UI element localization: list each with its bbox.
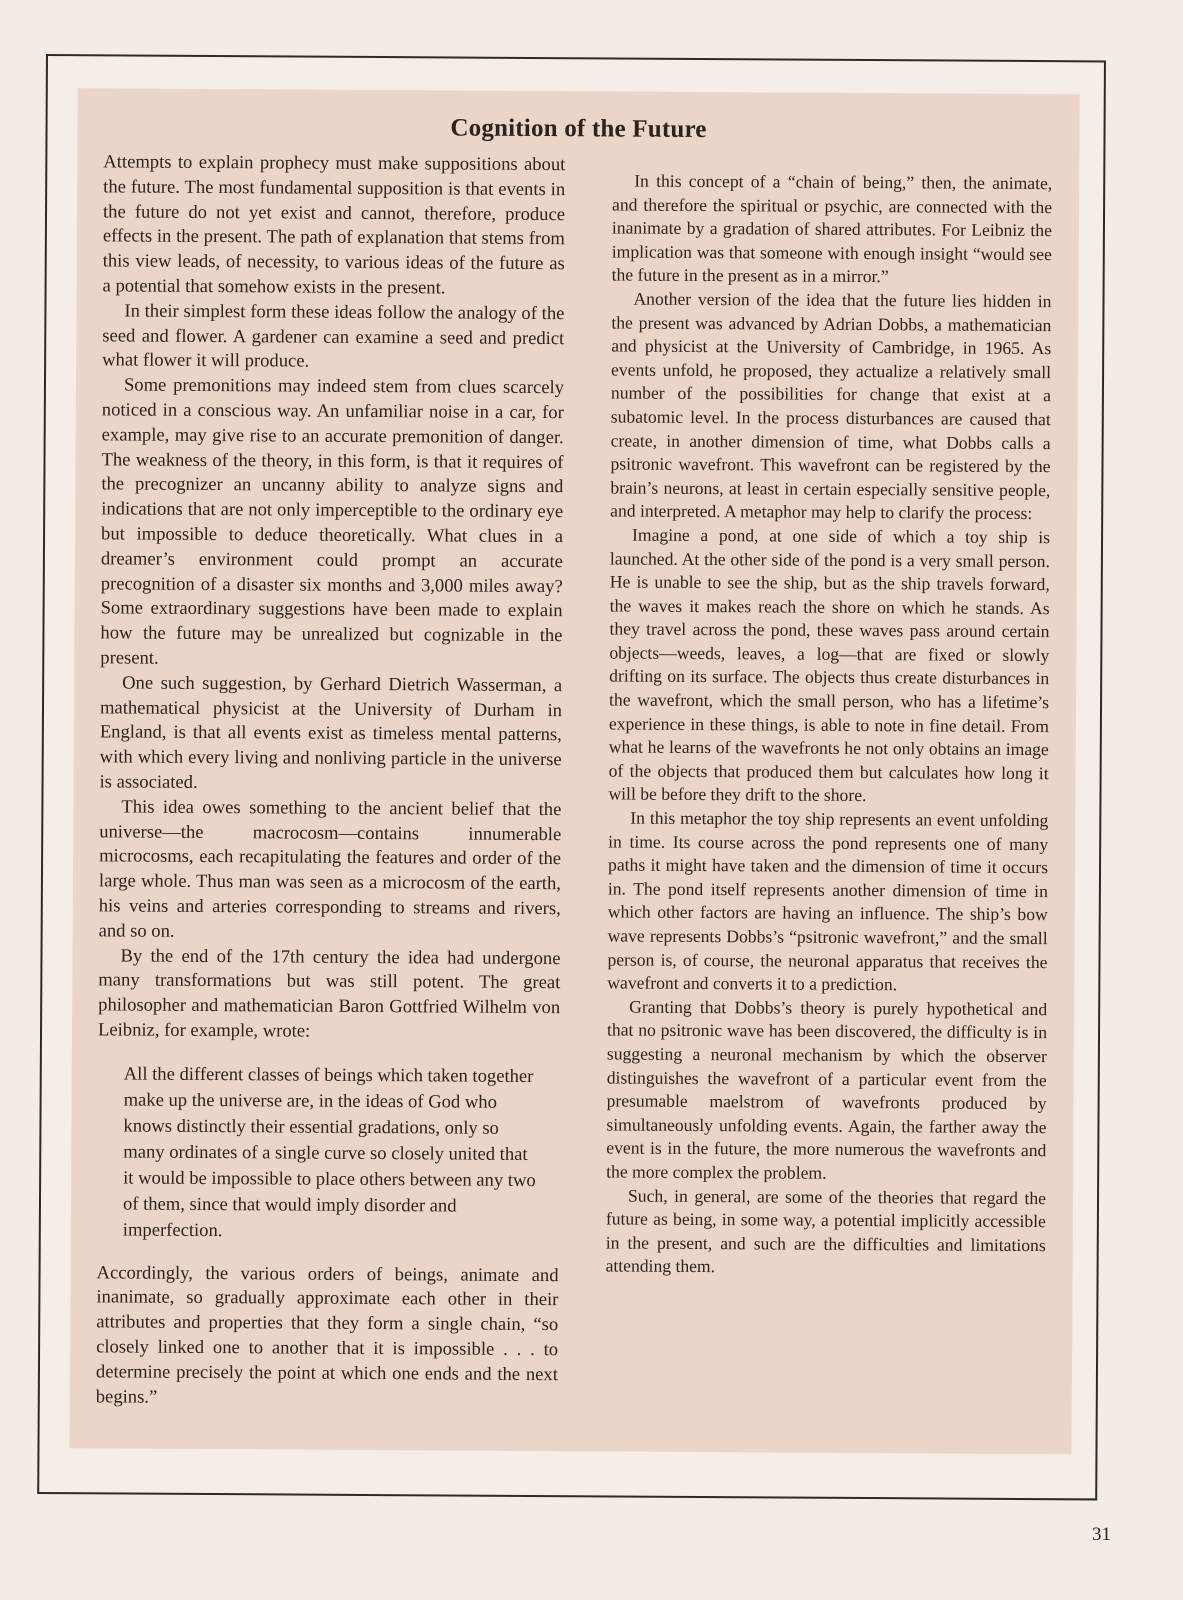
paragraph: Some premonitions may indeed stem from clues scarcely noticed in a conscious way. An unfamiliar noise in a car, for example, may give rise to an accurate premonition of danger. The weakness of the theory, in this form, is that it requires of the precognizer an uncanny ability to analyze signs and indications that are not only imperceptible to the ordinary eye but impossible to deduce theoretically. What clues in a dreamer’s environment could prompt an accurate precognition of a disaster six months and 3,000 miles away? Some extraordinary suggestions have been made to explain how the future may be unrealized but cognizable in the present. — [100, 374, 565, 669]
left-column — [96, 150, 566, 1412]
paragraph: In this metaphor the toy ship represents an event unfolding in time. Its course across the pond represents one of many paths it might have taken and the dimension of time it occurs in. The pond itself represents another dimension of time in which other factors are having an influence. The ship’s bow wave represents Dobbs’s “psitronic wavefront,” and the small person is, of course, the neuronal apparatus that receives the wavefront and converts it to a prediction. — [607, 807, 1049, 995]
page-frame — [37, 54, 1106, 1500]
paragraph: Granting that Dobbs’s theory is purely hypothetical and that no psitronic wave has been discovered, the difficulty is in suggesting a neuronal mechanism by which the observer distinguishes the wavefront of a particular event from the presumable maelstrom of wavefronts produced by simultaneously unfolding events. Again, the farther away the event is in the future, the more numerous the wavefronts and the more complex the problem. — [606, 996, 1048, 1183]
paragraph: One such suggestion, by Gerhard Dietrich Wasserman, a mathematical physicist at the University of Durham in England, is that all events exist as timeless mental patterns, with which every living and nonliving particle in the universe is associated. — [99, 672, 563, 793]
paragraph: Such, in general, are some of the theories that regard the future as being, in some way, a potential implicitly accessible in the present, and such are the difficulties and limitations attending them. — [605, 1185, 1047, 1277]
paragraph: In this concept of a “chain of being,” then, the animate, and therefore the spiritual or psychic, are connected with the inanimate by a gradation of shared attributes. For Leibniz the implication was that someone with enough insight “would see the future in the present as in a mirror.” — [611, 170, 1053, 287]
paragraph: Accordingly, the various orders of beings, animate and inanimate, so gradually approximate each other in their attributes and properties that they form a single chain, “so closely linked one to another that it is impossible . . . to determine precisely the point at which one ends and the next begins.” — [95, 1262, 559, 1408]
paragraph: This idea owes something to the ancient belief that the universe—the macrocosm—contains innumerable microcosms, each recapitulating the features and order of the large whole. Thus man was seen as a microcosm of the earth, his veins and arteries corresponding to streams and rivers, and so on. — [98, 796, 562, 942]
block-quote: All the different classes of beings which taken together make up the universe are, in the ideas of God who knows distinctly their essential gradations, only so many ordinates of a single curve so closely united that it would be impossible to place others between any two of them, since that would imply disorder and imperfection. — [122, 1063, 536, 1241]
paragraph: Imagine a pond, at one side of which a toy ship is launched. At the other side of the pond is a very small person. He is unable to see the ship, but as the ship travels forward, the waves it makes reach the shore on which he stands. As they travel across the pond, these waves pass around certain objects—weeds, leaves, a log—that are fixed or slowly drifting on its surface. The objects thus create disturbances in the wavefront, which the small person, who has a lifetime’s experience in these things, is able to note in fine detail. From what he learns of the wavefronts he not only obtains an image of the objects that produced them but calculates how long it will be before they drift to the shore. — [608, 524, 1051, 806]
article-title: Cognition of the Future — [450, 114, 707, 144]
page-number: 31 — [1092, 1524, 1111, 1545]
paragraph: By the end of the 17th century the idea had undergone many transformations but was still potent. The great philosopher and mathematician Baron Gottfried Wilhelm von Leibniz, for example, wrote: — [97, 944, 561, 1042]
paragraph: Another version of the idea that the future lies hidden in the present was advanced by Adrian Dobbs, a mathematician and physicist at the University of Cambridge, in 1965. As events unfold, he proposed, they actualize a relatively small number of the possibilities for change that exist at a subatomic level. In the process disturbances are caused that create, in another dimension of time, what Dobbs calls a psitronic wavefront. This wavefront can be registered by the brain’s neurons, at least in certain especially sensitive people, and interpreted. A metaphor may help to clarify the process: — [610, 288, 1052, 524]
paragraph: Attempts to explain prophecy must make suppositions about the future. The most fundamental supposition is that events in the future do not yet exist and cannot, therefore, produce effects in the present. The path of explanation that stems from this view leads, of necessity, to various ideas of the future as a potential that somehow exists in the present. — [102, 151, 566, 299]
paragraph: In their simplest form these ideas follow the analogy of the seed and flower. A gardener can examine a seed and predict what flower it will produce. — [102, 300, 565, 372]
article-panel — [69, 88, 1079, 1454]
right-column — [606, 169, 1053, 1281]
